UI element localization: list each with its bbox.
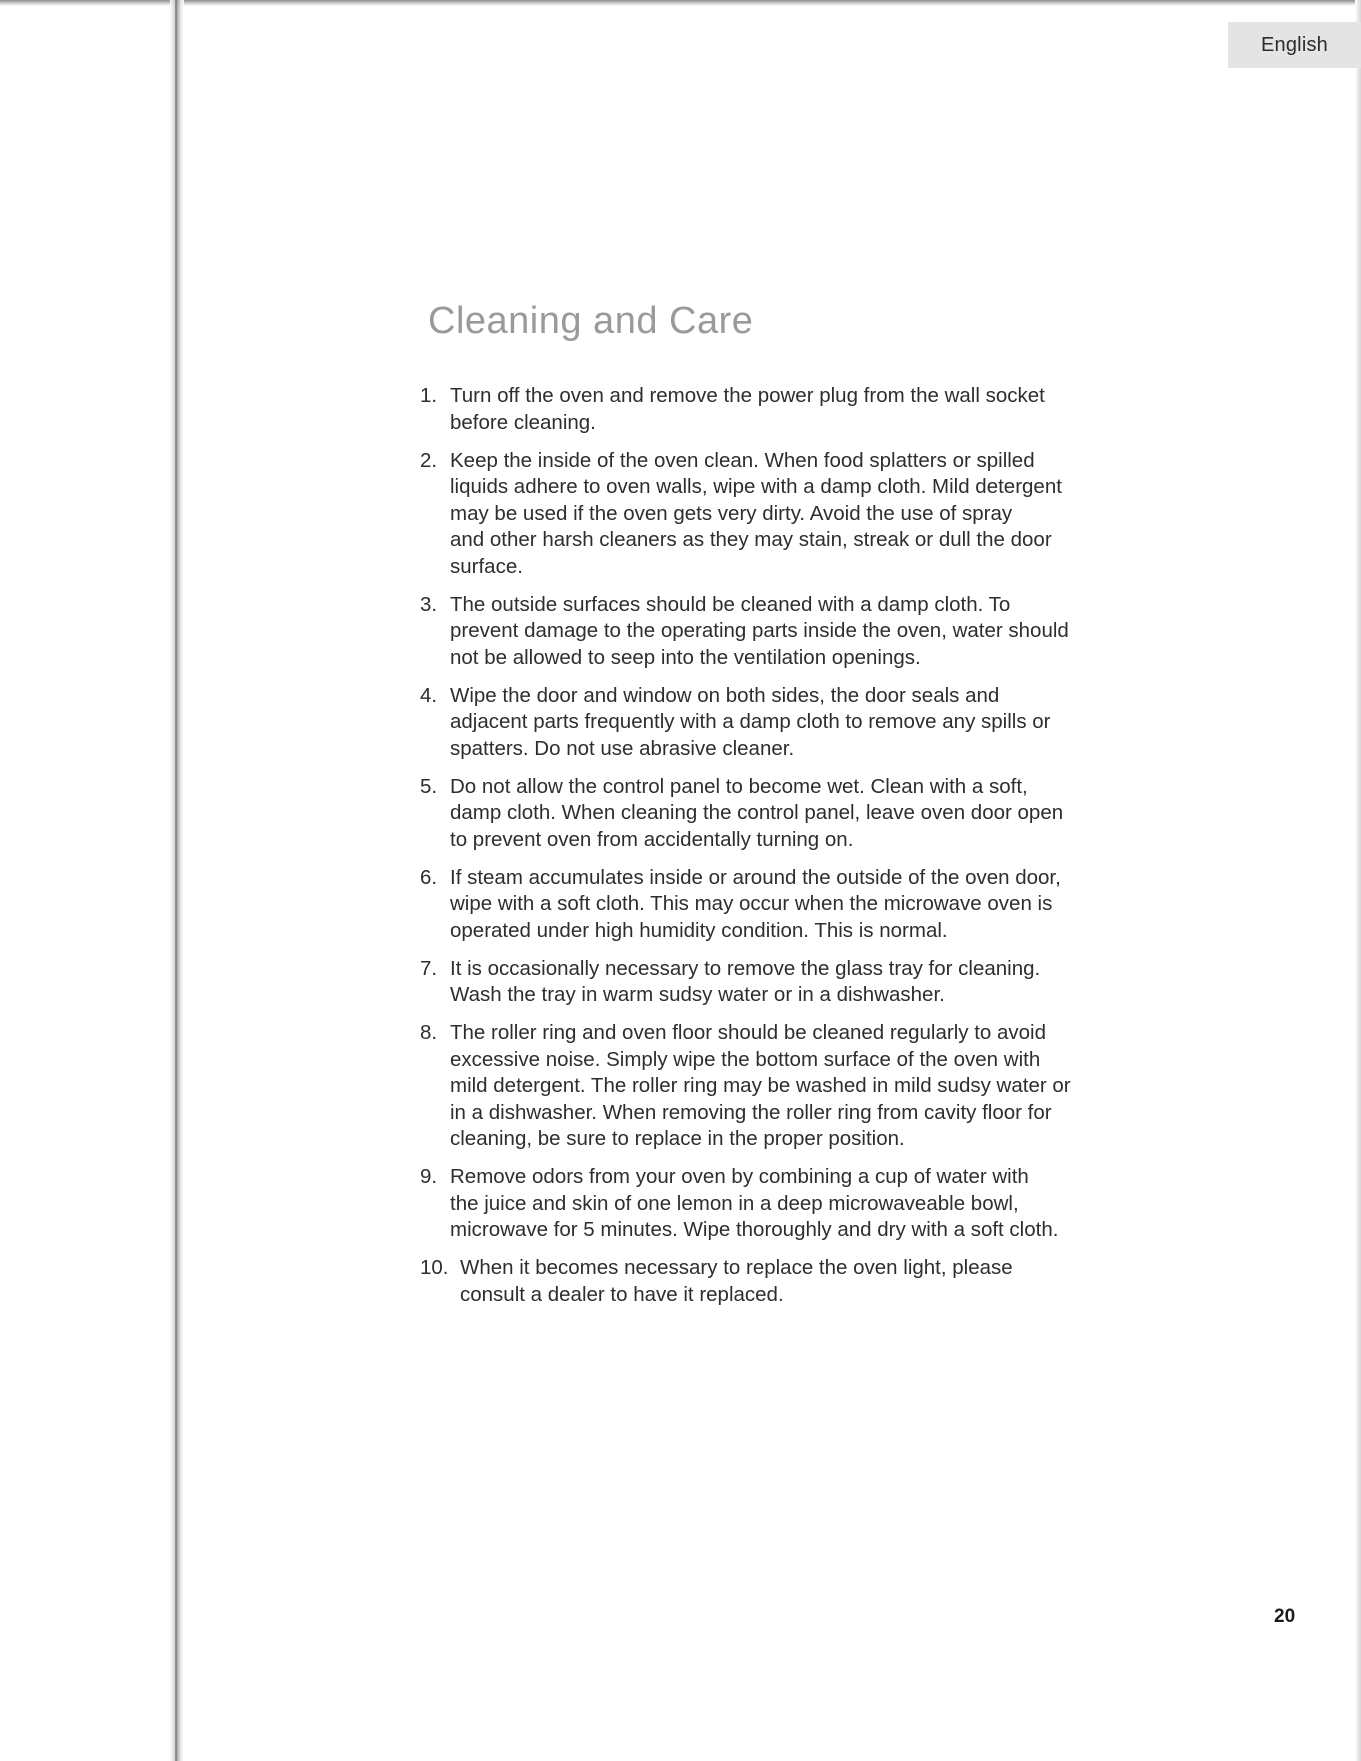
item-number: 4. [420, 683, 438, 707]
cleaning-instructions-list [420, 383, 1140, 1320]
list-item [420, 1020, 1140, 1153]
list-item [420, 1255, 1140, 1308]
item-number: 3. [420, 592, 438, 616]
item-number: 6. [420, 865, 438, 889]
list-item [420, 956, 1140, 1009]
page-title: Cleaning and Care [428, 300, 754, 342]
item-text: The outside surfaces should be cleaned with a damp cloth. To prevent damage to the operating parts inside the oven, water should not be allowed to seep into the ventilation openings. [450, 592, 1069, 669]
binding-edge [170, 0, 184, 1761]
list-item [420, 448, 1140, 581]
list-item [420, 865, 1140, 945]
list-item [420, 774, 1140, 854]
item-number: 5. [420, 774, 438, 798]
list-item [420, 383, 1140, 436]
item-number: 9. [420, 1165, 438, 1188]
item-number: 7. [420, 956, 438, 980]
item-text: Remove odors from your oven by combining a cup of water with the juice and skin of one lemon in a deep microwaveable bowl, microwave for 5 minutes. Wipe thoroughly and dry with a soft cloth. [450, 1165, 1059, 1241]
binding-edge-line [175, 0, 177, 1761]
item-text: Do not allow the control panel to become wet. Clean with a soft, damp cloth. When cleaning the control panel, leave oven door open to prevent oven from accidentally turning on. [450, 774, 1064, 851]
item-number: 8. [420, 1021, 438, 1044]
list-item [420, 1164, 1140, 1244]
list-item [420, 683, 1140, 763]
page-right-edge [1355, 0, 1361, 1761]
list-item [420, 592, 1140, 672]
language-tab-label: English [1261, 33, 1328, 56]
item-text: When it becomes necessary to replace the oven light, please consult a dealer to have it replaced. [460, 1256, 1013, 1306]
item-text: Keep the inside of the oven clean. When food splatters or spilled liquids adhere to oven walls, wipe with a damp cloth. Mild detergent may be used if the oven gets very dirty. Avoid the use of spray and other harsh cleaners as they may stain, streak or dull the door surface. [450, 448, 1062, 578]
item-number: 2. [420, 448, 438, 472]
item-text: The roller ring and oven floor should be cleaned regularly to avoid excessive noise. Simply wipe the bottom surface of the oven with mild detergent. The roller ring may be washed in mild sudsy water or in a dishwasher. When removing the roller ring from cavity floor for cleaning, be sure to replace in the proper position. [450, 1021, 1071, 1150]
item-text: If steam accumulates inside or around the outside of the oven door, wipe with a soft cloth. This may occur when the microwave oven is operated under high humidity condition. This is normal. [450, 865, 1061, 942]
item-number: 1. [420, 384, 438, 407]
scan-top-shadow [0, 0, 1361, 6]
language-tab [1228, 22, 1361, 68]
item-number: 10. [420, 1256, 449, 1279]
item-text: Wipe the door and window on both sides, the door seals and adjacent parts frequently with a damp cloth to remove any spills or spatters. Do not use abrasive cleaner. [450, 683, 1051, 760]
item-text: Turn off the oven and remove the power plug from the wall socket before cleaning. [450, 384, 1045, 434]
item-text: It is occasionally necessary to remove the glass tray for cleaning. Wash the tray in warm sudsy water or in a dishwasher. [450, 956, 1041, 1006]
page-number: 20 [1274, 1606, 1296, 1627]
